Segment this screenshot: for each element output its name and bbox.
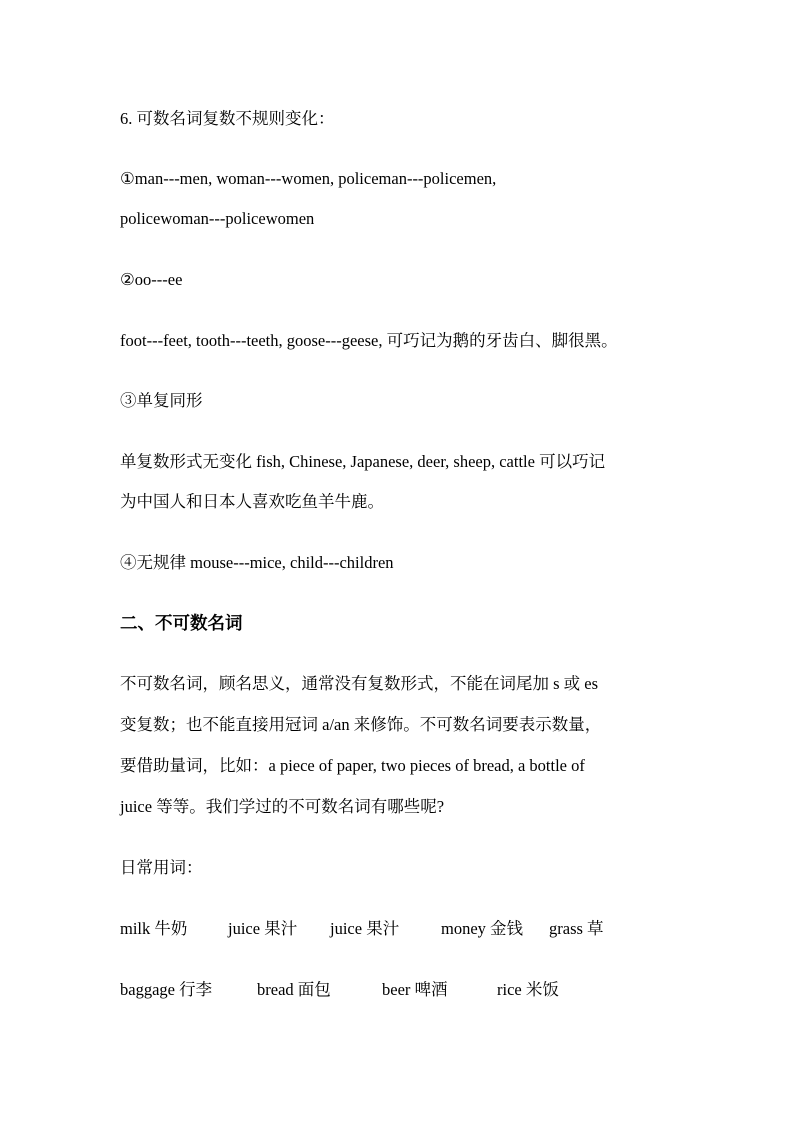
- rule2-examples: foot---feet, tooth---teeth, goose---geese, 可巧记为鹅的牙齿白、脚很黑。: [120, 331, 618, 350]
- paragraph-line2: 变复数；也不能直接用冠词 a/an 来修饰。不可数名词要表示数量，: [120, 715, 602, 734]
- paragraph-line3: 要借助量词，比如：a piece of paper, two pieces of bread, a bottle of: [120, 756, 585, 775]
- rule1-line1: ①man---men, woman---women, policeman---policemen,: [120, 169, 497, 188]
- vocab-item: grass 草: [549, 919, 604, 938]
- vocab-item: money 金钱: [441, 919, 524, 938]
- section2-heading: 二、不可数名词: [120, 613, 243, 633]
- rule2-title: ②oo---ee: [120, 270, 183, 289]
- paragraph-line1: 不可数名词，顾名思义，通常没有复数形式，不能在词尾加 s 或 es: [120, 674, 599, 693]
- rule3-line1: 单复数形式无变化 fish, Chinese, Japanese, deer, sheep, cattle 可以巧记: [120, 452, 606, 471]
- vocab-item: rice 米饭: [497, 980, 559, 999]
- vocab-row-1: [120, 918, 604, 940]
- vocab-item: juice 果汁: [330, 919, 400, 938]
- item6-heading: 6. 可数名词复数不规则变化：: [120, 109, 335, 128]
- rule1-line2: policewoman---policewomen: [120, 209, 315, 228]
- vocab-item: beer 啤酒: [382, 980, 448, 999]
- vocab-item: bread 面包: [257, 980, 331, 999]
- rule3-title: ③单复同形: [120, 391, 203, 410]
- rule4: ④无规律 mouse---mice, child---children: [120, 553, 394, 572]
- paragraph-line4: juice 等等。我们学过的不可数名词有哪些呢?: [120, 797, 445, 816]
- vocab-item: milk 牛奶: [120, 919, 188, 938]
- daily-words-label: 日常用词：: [120, 858, 203, 877]
- vocab-item: juice 果汁: [228, 919, 298, 938]
- vocab-item: baggage 行李: [120, 980, 213, 999]
- rule3-line2: 为中国人和日本人喜欢吃鱼羊牛鹿。: [120, 492, 384, 511]
- vocab-row-2: [120, 979, 559, 1001]
